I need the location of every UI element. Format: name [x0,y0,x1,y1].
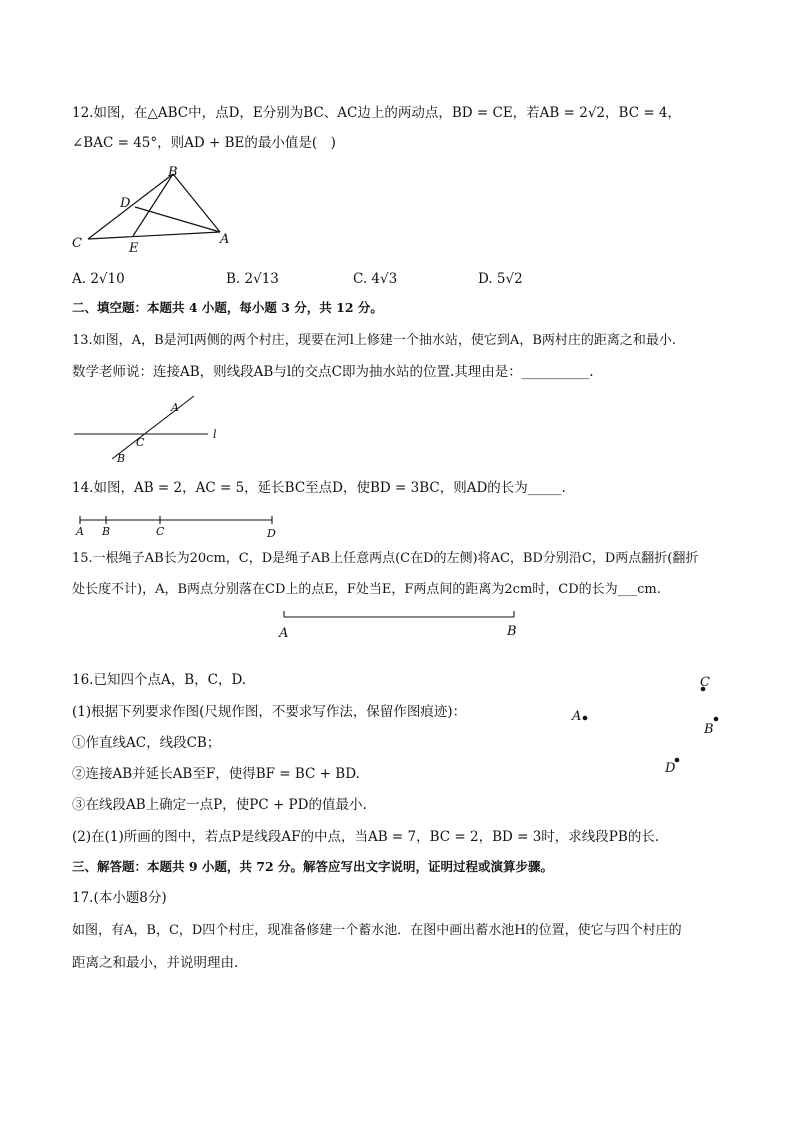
q14-label-c: C [156,525,165,538]
q16-line6: (2)在(1)所画的图中，若点P是线段AF的中点，当AB = 7，BC = 2，BD = 3时，求线段PB的长. [72,829,660,845]
q12-line1: 12.如图，在△ABC中，点D，E分别为BC、AC边上的两动点，BD = CE，若AB = 2√2，BC = 4， [72,105,682,121]
q15-line1: 15.一根绳子AB长为20cm，C，D是绳子AB上任意两点(C在D的左侧)将AC，BD分别沿C，D两点翻折(翻折 [72,551,699,566]
q12-option-c: C. 4√3 [353,271,398,287]
section2-heading: 二、填空题：本题共 4 小题，每小题 3 分，共 12 分。 [72,300,383,315]
q12-label-c: C [72,236,82,251]
q16-line4: ②连接AB并延长AB至F，使得BF = BC + BD. [72,766,360,782]
q16-line3: ①作直线AC，线段CB； [72,735,221,751]
q16-label-b: B [704,722,714,737]
q16-line2: (1)根据下列要求作图(尺规作图，不要求写作法，保留作图痕迹)： [72,704,467,720]
q12-label-a: A [220,232,230,247]
section3-heading: 三、解答题：本题共 9 小题，共 72 分。解答应写出文字说明，证明过程或演算步骤。 [72,859,554,874]
q16-label-d: D [665,761,676,776]
q13-label-b: B [117,452,126,465]
q16-point-a [583,716,588,721]
q12-triangle-figure [68,162,248,262]
q12-option-d: D. 5√2 [478,271,523,287]
q14-segment-figure [72,511,292,539]
q15-rope-figure [276,607,526,641]
q16-line1: 16.已知四个点A，B，C，D. [72,672,247,688]
q16-label-c: C [700,675,710,690]
q12-line2: ∠BAC = 45°，则AD + BE的最小值是( ) [72,135,336,151]
q14-line1: 14.如图，AB = 2，AC = 5，延长BC至点D，使BD = 3BC，则AD的长为_____. [72,480,566,496]
q13-line2: 数学老师说：连接AB，则线段AB与l的交点C即为抽水站的位置.其理由是：__________. [72,364,594,380]
q13-label-l: l [213,428,217,441]
q14-label-a: A [76,525,84,538]
q13-river-figure [72,393,232,468]
q14-label-d: D [267,527,276,540]
q13-label-c: C [136,436,145,449]
q12-label-e: E [129,241,139,256]
q17-line3: 距离之和最小，并说明理由. [72,955,239,971]
q16-line5: ③在线段AB上确定一点P，使PC + PD的值最小. [72,797,367,813]
q12-option-b: B. 2√13 [226,271,279,287]
q13-label-a: A [171,401,179,414]
q15-label-a: A [279,626,289,641]
q15-line2: 处长度不计)，A，B两点分别落在CD上的点E，F处当E，F两点间的距离为2cm时，CD的长为___cm. [72,582,661,597]
q17-line1: 17.(本小题8分) [72,890,167,906]
q16-point-b [714,717,719,722]
q16-points-figure [565,670,745,780]
q17-line2: 如图，有A，B，C，D四个村庄，现准备修建一个蓄水池．在图中画出蓄水池H的位置，使它与四个村庄的 [72,923,682,938]
q13-line1: 13.如图，A，B是河l两侧的两个村庄，现要在河l上修建一个抽水站，使它到A，B两村庄的距离之和最小. [72,333,677,348]
q12-label-d: D [120,196,131,211]
q12-label-b: B [168,165,178,180]
q15-label-b: B [507,624,517,639]
q16-label-a: A [572,709,582,724]
q14-label-b: B [102,525,111,538]
q12-option-a: A. 2√10 [72,271,125,287]
